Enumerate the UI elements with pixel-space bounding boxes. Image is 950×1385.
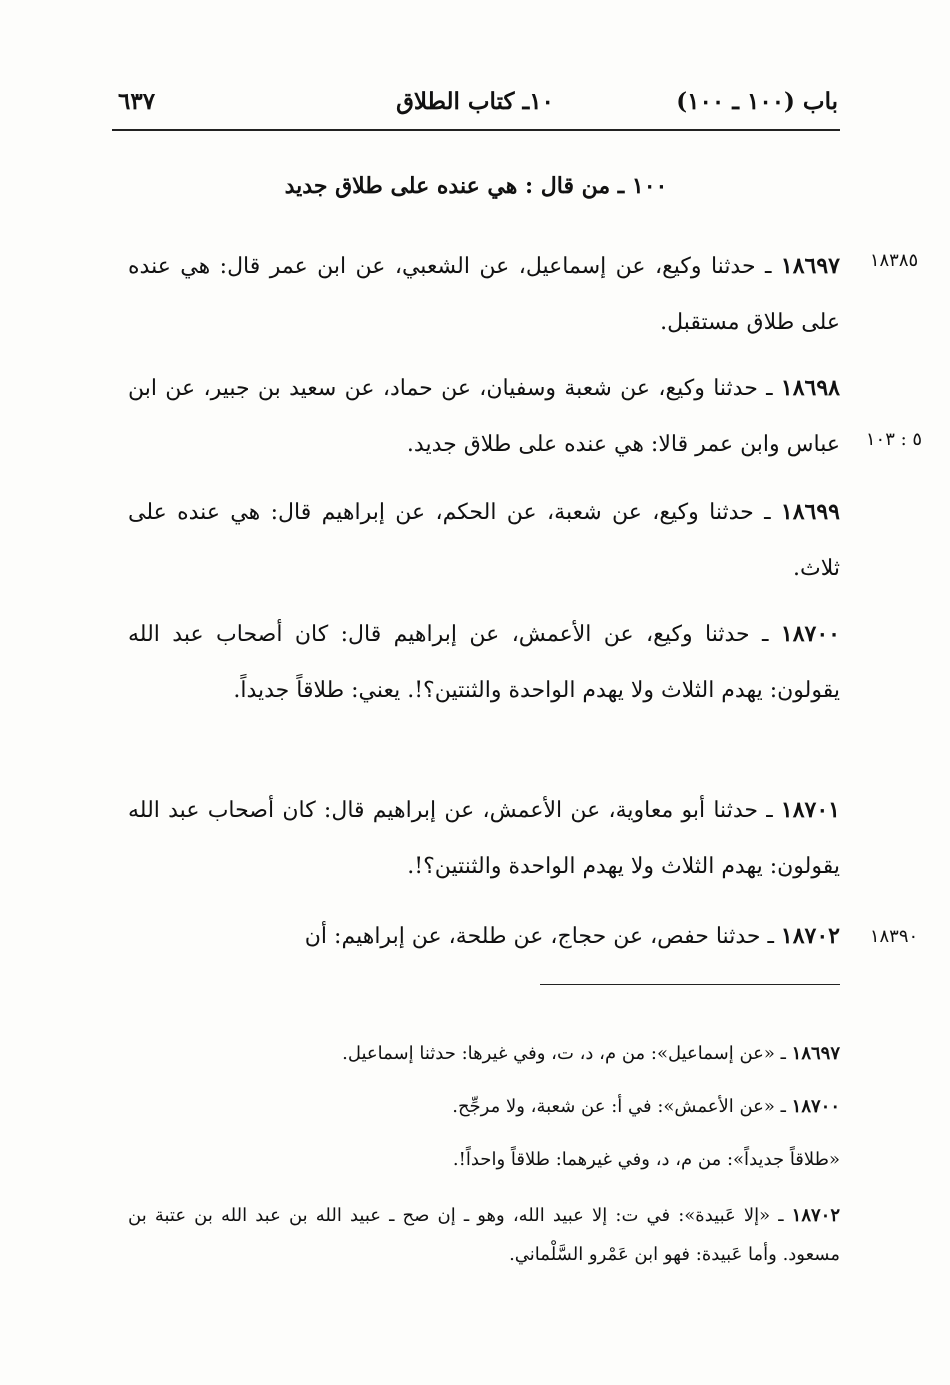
hadith-paragraph [128, 606, 840, 719]
hadith-paragraph [128, 360, 840, 473]
hadith-number: ١٨٦٩٩ [780, 499, 840, 525]
header-rule [112, 129, 840, 131]
hadith-text: ـ حدثنا وكيع، عن شعبة وسفيان، عن حماد، عن سعيد بن جبير، عن ابن عباس وابن عمر قالا: هي عنده على طلاق جديد. [128, 376, 840, 457]
hadith-paragraph [128, 484, 840, 597]
hadith-number: ١٨٦٩٨ [780, 375, 840, 401]
margin-note: ١٨٣٨٥ [869, 250, 919, 271]
margin-note: ١٨٣٩٠ [869, 926, 919, 947]
footnote-number: ١٨٧٠٠ [791, 1096, 840, 1117]
chapter-label: باب (١٠٠ ـ ١٠٠) [676, 88, 838, 115]
hadith-paragraph [128, 782, 840, 895]
page-number: ٦٣٧ [118, 88, 156, 115]
hadith-text: ـ حدثنا حفص، عن حجاج، عن طلحة، عن إبراهيم: أن [304, 924, 781, 949]
hadith-text: ـ حدثنا وكيع، عن الأعمش، عن إبراهيم قال: كان أصحاب عبد الله يقولون: يهدم الثلاث ولا يهدم الواحدة والثنتين؟!. يعني: طلاقاً جديداً. [128, 622, 840, 703]
hadith-number: ١٨٧٠٢ [780, 923, 840, 949]
footnote [128, 1196, 840, 1274]
footnote [128, 1034, 840, 1073]
margin-note: ٥ : ١٠٣ [865, 429, 923, 450]
footnote-text: ـ «عن إسماعيل»: من م، د، ت، وفي غيرها: حدثنا إسماعيل. [342, 1043, 792, 1064]
footnote-rule [540, 984, 840, 985]
hadith-text: ـ حدثنا أبو معاوية، عن الأعمش، عن إبراهيم قال: كان أصحاب عبد الله يقولون: يهدم الثلاث ولا يهدم الواحدة والثنتين؟!. [128, 798, 840, 879]
hadith-paragraph [128, 238, 840, 351]
hadith-number: ١٨٦٩٧ [780, 253, 840, 279]
footnote-number: ١٨٧٠٢ [791, 1205, 840, 1226]
hadith-number: ١٨٧٠١ [780, 797, 840, 823]
hadith-text: ـ حدثنا وكيع، عن شعبة، عن الحكم، عن إبراهيم قال: هي عنده على ثلاث. [128, 500, 840, 581]
footnote-text: ـ «عن الأعمش»: في أ: عن شعبة، ولا مرجِّح. [452, 1096, 792, 1117]
footnote [128, 1087, 840, 1126]
section-title: ١٠٠ ـ من قال : هي عنده على طلاق جديد [284, 173, 668, 199]
hadith-paragraph [128, 908, 840, 965]
hadith-number: ١٨٧٠٠ [780, 621, 840, 647]
footnote-number: ١٨٦٩٧ [791, 1043, 840, 1064]
footnote-text: ـ «إلا عَبيدة»: في ت: إلا عبيد الله، وهو ـ إن صح ـ عبيد الله بن عبد الله بن عتبة بن مسعود. وأما عَبيدة: فهو ابن عَمْرو السَّلْماني. [128, 1205, 840, 1265]
footnote [128, 1140, 840, 1179]
footnote-text: «طلاقاً جديداً»: من م، د، وفي غيرهما: طلاقاً واحداً!. [452, 1149, 840, 1170]
hadith-text: ـ حدثنا وكيع، عن إسماعيل، عن الشعبي، عن ابن عمر قال: هي عنده على طلاق مستقبل. [128, 254, 840, 335]
book-title: ١٠ـ كتاب الطلاق [396, 88, 554, 115]
